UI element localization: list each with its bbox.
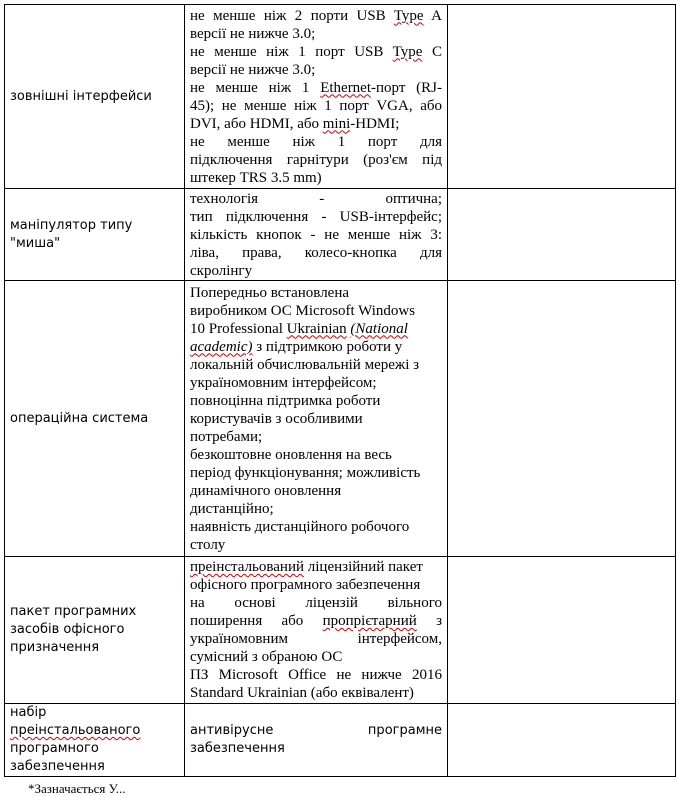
value-line: на основі ліцензій вільного <box>190 595 442 611</box>
table-row <box>5 281 676 557</box>
value-line: 10 Professional Ukrainian (National <box>190 320 408 337</box>
value-line: Попередньо встановлена <box>190 284 350 301</box>
value-line: тип підключення - USB-інтерфейс; <box>190 208 442 225</box>
table-row <box>5 557 676 704</box>
value-line: технологія - оптична; <box>190 190 442 207</box>
spell-marked-word: Type <box>392 43 423 60</box>
table-row <box>5 189 676 281</box>
label-line: зовнішні інтерфейси <box>10 88 152 104</box>
value-line: підключення гарнітури (роз'єм під <box>190 151 442 168</box>
label-line: операційна система <box>10 410 149 426</box>
spell-marked-word: (National <box>350 320 408 337</box>
empty-cell <box>448 704 676 777</box>
specs-table <box>4 4 676 777</box>
spell-marked-word: пропрієтарний <box>322 613 417 629</box>
value-line: скролінгу <box>190 262 253 279</box>
value-line: версії не нижче 3.0; <box>190 25 316 42</box>
row-label <box>5 5 185 189</box>
row-value <box>185 189 448 281</box>
label-line: призначення <box>10 640 100 655</box>
value-line: наявність дистанційного робочого <box>190 518 410 535</box>
value-line: повноцінна підтримка роботи <box>190 392 381 409</box>
value-line: 45); не менше ніж 1 порт VGA, або <box>190 97 442 114</box>
label-line: пакет програмних <box>10 604 137 619</box>
value-line: кількість кнопок - не менше ніж 3: <box>190 226 442 243</box>
value-line: дистанційно; <box>190 500 274 517</box>
row-label <box>5 704 185 777</box>
value-line: ліва, права, колесо-кнопка для <box>190 244 442 261</box>
empty-cell <box>448 281 676 557</box>
value-line: версії не нижче 3.0; <box>190 61 316 78</box>
value-line: поширення або пропрієтарний з <box>190 613 442 629</box>
value-line: преінстальований ліцензійний пакет <box>190 559 423 575</box>
value-line: період функціонування; можливість <box>190 464 421 481</box>
empty-cell <box>448 5 676 189</box>
row-value <box>185 5 448 189</box>
value-line: столу <box>190 536 226 553</box>
row-label <box>5 281 185 557</box>
label-line: програмного <box>10 741 99 756</box>
value-line: не менше ніж 1 порт для <box>190 133 442 150</box>
value-line: локальній обчислювальній мережі з <box>190 356 420 373</box>
table-row <box>5 5 676 189</box>
label-line: маніпулятор типу <box>10 217 133 233</box>
spell-marked-word: преінстальований <box>190 559 305 575</box>
spell-marked-word: academic) <box>190 338 253 355</box>
empty-cell <box>448 557 676 704</box>
value-line: україномовним інтерфейсом; <box>190 374 377 391</box>
label-line: "миша" <box>10 235 61 251</box>
value-line: ПЗ Microsoft Office не нижче 2016 <box>190 667 442 683</box>
value-line: сумісний з обраною ОС <box>190 649 343 665</box>
row-label <box>5 189 185 281</box>
value-line: штекер TRS 3.5 mm) <box>190 169 322 186</box>
row-label <box>5 557 185 704</box>
row-value <box>185 557 448 704</box>
value-line: користувачів з особливими <box>190 410 363 427</box>
value-line: academic) з підтримкою роботи у <box>190 338 403 355</box>
table-row <box>5 704 676 777</box>
value-line: потребами; <box>190 428 263 445</box>
label-line: засобів офісного <box>10 622 125 637</box>
label-line: преінстальованого <box>10 723 141 738</box>
value-line: антивірусне програмне <box>190 723 442 738</box>
spell-marked-word: Ukrainian <box>286 320 347 337</box>
value-line: безкоштовне оновлення на весь <box>190 446 392 463</box>
label-line: забезпечення <box>10 759 105 774</box>
spell-marked-word: Type <box>393 7 424 24</box>
value-line: офісного програмного забезпечення <box>190 577 421 593</box>
value-line: DVI, або HDMI, або mini-HDMI; <box>190 115 400 132</box>
value-line: виробником ОС Microsoft Windows <box>190 302 416 319</box>
row-value <box>185 281 448 557</box>
spell-marked-word: Ethernet <box>320 79 372 96</box>
value-line: не менше ніж 1 порт USB Type C <box>190 43 442 60</box>
value-line: динамічного оновлення <box>190 482 342 499</box>
label-line: набір <box>10 705 47 720</box>
spell-marked-word: mini <box>322 115 351 132</box>
row-value <box>185 704 448 777</box>
empty-cell <box>448 189 676 281</box>
footnote: *Зазначається У... <box>28 781 126 796</box>
value-line: не менше ніж 1 Ethernet-порт (RJ- <box>190 79 442 96</box>
value-line: не менше ніж 2 порти USB Type A <box>190 7 442 24</box>
value-line: Standard Ukrainian (або еквівалент) <box>190 685 414 701</box>
value-line: україномовним інтерфейсом, <box>190 631 442 647</box>
value-line: забезпечення <box>190 741 285 756</box>
